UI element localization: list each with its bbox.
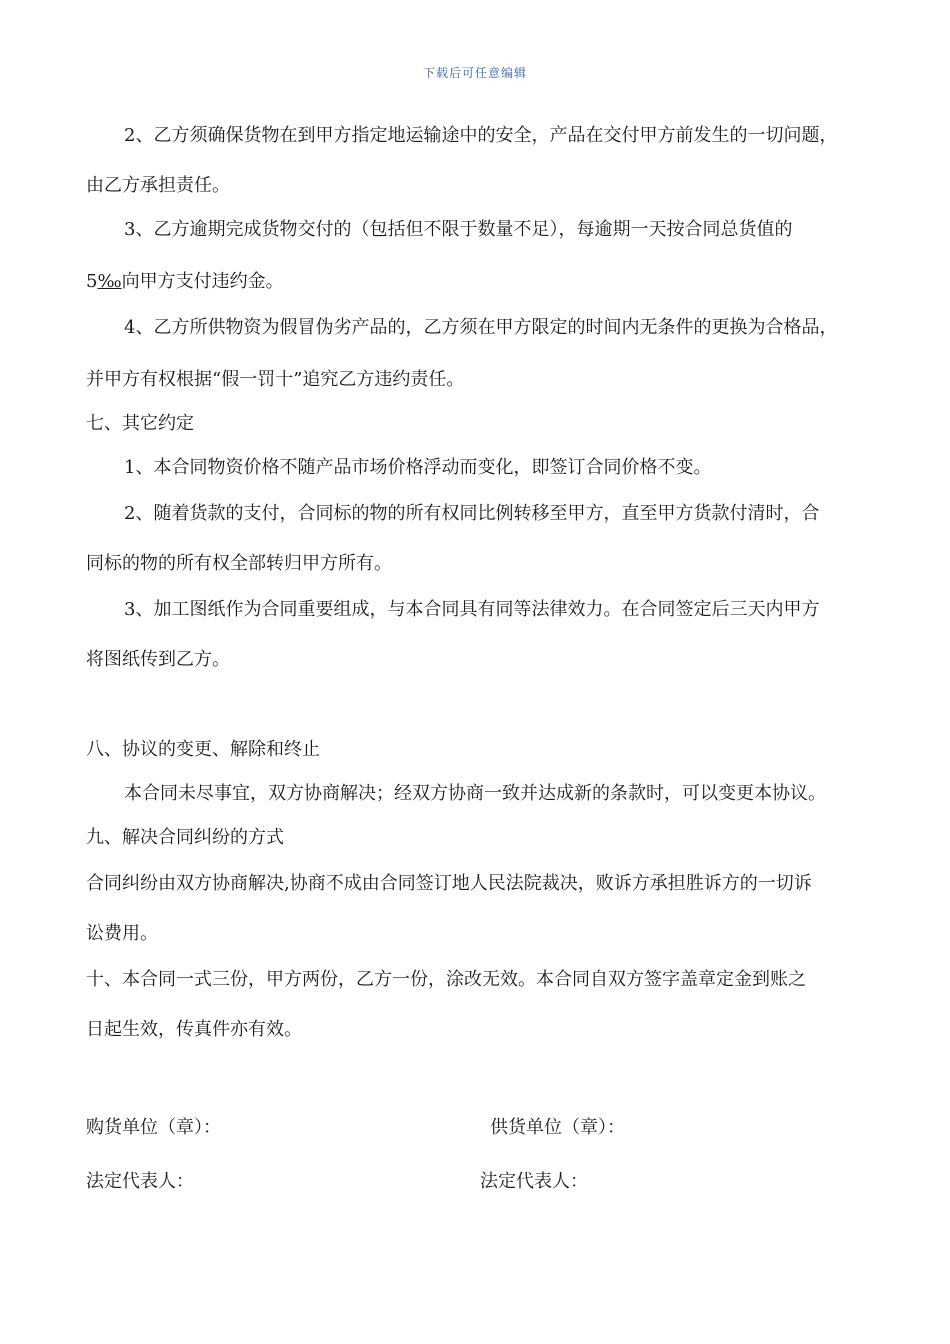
- clause-drawings: 3、加工图纸作为合同重要组成，与本合同具有同等法律效力。在合同签定后三天内甲方: [124, 599, 820, 620]
- clause-delivery-safety-cont: 由乙方承担责任。: [86, 175, 230, 196]
- clause-counterfeit: 4、乙方所供物资为假冒伪劣产品的，乙方须在甲方限定的时间内无条件的更换为合格品，: [124, 317, 838, 338]
- clause-ownership-transfer-cont: 同标的物的所有权全部转归甲方所有。: [86, 553, 392, 574]
- section-copies-cont: 日起生效，传真件亦有效。: [86, 1019, 302, 1040]
- section-amendment: 八、协议的变更、解除和终止: [86, 739, 320, 760]
- document-header: 下载后可任意编辑: [422, 66, 527, 80]
- penalty-rate-permille: ‰: [97, 271, 122, 292]
- clause-dispute-cont: 讼费用。: [86, 923, 158, 944]
- clause-delivery-safety: 2、乙方须确保货物在到甲方指定地运输途中的安全，产品在交付甲方前发生的一切问题，: [124, 125, 838, 146]
- clause-counterfeit-cont: 并甲方有权根据“假一罚十”追究乙方违约责任。: [86, 369, 465, 390]
- clause-fixed-price: 1、本合同物资价格不随产品市场价格浮动而变化，即签订合同价格不变。: [124, 457, 712, 478]
- clause-amendment: 本合同未尽事宜，双方协商解决；经双方协商一致并达成新的条款时，可以变更本协议。: [124, 783, 826, 804]
- penalty-rate-number: 5: [86, 271, 98, 292]
- clause-drawings-cont: 将图纸传到乙方。: [86, 649, 230, 670]
- penalty-rate-text: 向甲方支付违约金。: [121, 271, 284, 292]
- supplier-unit-seal-label: 供货单位（章）：: [490, 1117, 625, 1138]
- section-dispute-resolution: 九、解决合同纠纷的方式: [86, 827, 284, 848]
- buyer-legal-rep-label: 法定代表人：: [86, 1171, 194, 1192]
- clause-late-delivery: 3、乙方逾期完成货物交付的（包括但不限于数量不足），每逾期一天按合同总货值的: [124, 219, 793, 240]
- section-copies: 十、本合同一式三份，甲方两份，乙方一份，涂改无效。本合同自双方签字盖章定金到账之: [86, 969, 806, 990]
- supplier-legal-rep-label: 法定代表人：: [480, 1171, 588, 1192]
- clause-dispute: 合同纠纷由双方协商解决,协商不成由合同签订地人民法院裁决，败诉方承担胜诉方的一切诉: [86, 873, 812, 894]
- clause-ownership-transfer: 2、随着货款的支付，合同标的物的所有权同比例转移至甲方，直至甲方货款付清时，合: [124, 503, 820, 524]
- clause-late-delivery-cont: [86, 270, 284, 294]
- section-other-agreements: 七、其它约定: [86, 413, 194, 434]
- buyer-unit-seal-label: 购货单位（章）：: [86, 1117, 221, 1138]
